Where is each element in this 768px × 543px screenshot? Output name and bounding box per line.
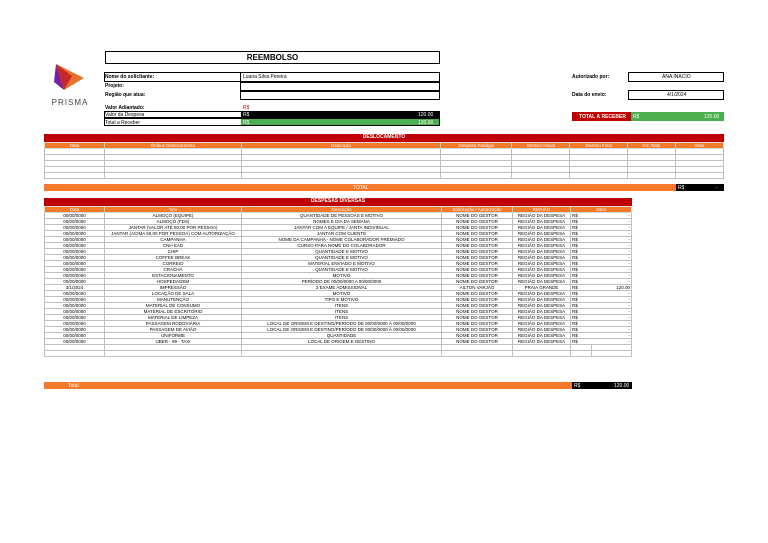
despesas-total-label: Total <box>68 383 79 389</box>
table-cell[interactable]: R$ <box>571 291 592 297</box>
table-cell[interactable]: CURSO PARA NOME DO COLABORADOR <box>242 243 442 249</box>
table-cell[interactable]: - <box>591 231 631 237</box>
table-cell[interactable]: QUANTIDADE E MOTIVO <box>242 267 442 273</box>
table-cell[interactable]: REGIÃO DA DESPESA <box>513 243 571 249</box>
table-cell[interactable]: ESTACIONAMENTO <box>105 273 242 279</box>
col-data: Data <box>45 207 105 213</box>
despesas-total-currency: R$ <box>574 383 581 389</box>
table-cell[interactable]: R$ <box>571 309 592 315</box>
table-cell[interactable]: QUANTIDADE DE PESSOAS E MOTIVO <box>242 213 442 219</box>
table-cell[interactable]: PASSAGEM DE AVIÃO <box>105 327 242 333</box>
table-cell[interactable]: NOME DO GESTOR <box>442 249 513 255</box>
col-descricao: Descrição <box>242 207 442 213</box>
table-cell[interactable]: 00/00/0000 <box>45 315 105 321</box>
table-cell[interactable]: 00/00/0000 <box>45 339 105 345</box>
table-cell[interactable]: REGIÃO DA DESPESA <box>513 225 571 231</box>
table-cell[interactable]: R$ <box>571 237 592 243</box>
table-cell[interactable]: COFFEE BREAK <box>105 255 242 261</box>
table-cell[interactable]: NOME DO GESTOR <box>442 255 513 261</box>
table-cell[interactable]: - <box>591 291 631 297</box>
table-cell[interactable]: - <box>591 321 631 327</box>
despesas-total-bar <box>44 382 572 389</box>
table-cell[interactable]: CAMPANHA <box>105 237 242 243</box>
table-cell[interactable]: 00/00/0000 <box>45 297 105 303</box>
deslocamento-total-value: - <box>716 185 718 191</box>
table-cell[interactable]: NOME DO GESTOR <box>442 333 513 339</box>
send-date-label: Data do envio: <box>572 92 607 98</box>
table-cell[interactable]: JANTAR (ACIMA 50,00 POR PESSOA) COM AUTORIZAÇÃO <box>105 231 242 237</box>
col-km-total: Km Total <box>628 143 676 149</box>
table-cell[interactable]: CHIP <box>105 249 242 255</box>
table-cell[interactable]: R$ <box>571 243 592 249</box>
deslocamento-total-currency: R$ <box>678 185 685 191</box>
table-cell[interactable]: NOME DO GESTOR <box>442 267 513 273</box>
col-destino-inicial: Destino Inicial <box>512 143 570 149</box>
table-cell[interactable]: REGIÃO DA DESPESA <box>513 291 571 297</box>
table-cell[interactable]: PASSAGEM RODOVIÁRIA <box>105 321 242 327</box>
col-tipo: Tipo <box>105 207 242 213</box>
col-onibus: Ônibus Deslocamento <box>104 143 241 149</box>
table-cell[interactable]: QUANTIDADE <box>242 333 442 339</box>
requester-value[interactable]: Luana Silva Pereira <box>243 74 287 80</box>
table-cell[interactable]: NOME DO GESTOR <box>442 291 513 297</box>
table-cell[interactable]: UNIFORME <box>105 333 242 339</box>
col-destino-final: Destino Final <box>570 143 628 149</box>
table-cell[interactable]: LOCAL DE ORIGEM E DESTINO <box>242 339 442 345</box>
table-cell[interactable]: - <box>591 267 631 273</box>
table-cell[interactable] <box>442 351 513 357</box>
table-cell[interactable]: REGIÃO DA DESPESA <box>513 231 571 237</box>
table-cell[interactable]: NOME DO GESTOR <box>442 219 513 225</box>
table-cell[interactable]: REGIÃO DA DESPESA <box>513 321 571 327</box>
total-receive-value: 120.00 <box>418 120 434 126</box>
table-cell[interactable]: - <box>591 339 631 345</box>
despesas-title: DESPESAS DIVERSAS <box>44 198 632 206</box>
table-cell[interactable]: 00/00/0000 <box>45 291 105 297</box>
table-cell[interactable]: - <box>591 225 631 231</box>
table-cell[interactable]: ALMOÇO (FDS) <box>105 219 242 225</box>
table-cell[interactable]: QUANTIDADE E MOTIVO <box>242 255 442 261</box>
table-cell[interactable]: 00/00/0000 <box>45 219 105 225</box>
table-cell[interactable]: UBER - 99 - TAXI <box>105 339 242 345</box>
table-cell[interactable]: R$ <box>571 231 592 237</box>
requester-label: Nome do solicitante: <box>105 74 155 80</box>
table-cell[interactable]: LOCAL DE ORIGEM E DESTINO/PERÍODO DE 00/00/0000 À 00/00/0000 <box>242 321 442 327</box>
total-receive-cell <box>241 119 439 125</box>
table-cell[interactable] <box>242 351 442 357</box>
table-cell[interactable]: 00/00/0000 <box>45 309 105 315</box>
col-descricao: Descrição <box>241 143 441 149</box>
deslocamento-table <box>44 142 724 179</box>
table-cell[interactable]: R$ <box>571 333 592 339</box>
table-cell[interactable]: - <box>591 261 631 267</box>
table-cell[interactable]: AILTON VARJÃO <box>442 285 513 291</box>
table-cell[interactable]: REGIÃO DA DESPESA <box>513 237 571 243</box>
deslocamento-title: DESLOCAMENTO <box>44 134 724 142</box>
table-cell[interactable]: 00/00/0000 <box>45 273 105 279</box>
table-cell[interactable]: NOME DO GESTOR <box>442 315 513 321</box>
authorized-value: ANA INACIO <box>662 74 691 80</box>
table-cell[interactable]: - <box>591 309 631 315</box>
table-cell[interactable]: 00/00/0000 <box>45 255 105 261</box>
table-cell[interactable]: 00/00/0000 <box>45 213 105 219</box>
send-date-value: 4/1/2024 <box>667 92 687 98</box>
region-field[interactable] <box>240 91 440 100</box>
table-cell[interactable]: JANTAR (VALOR ATÉ 50,00 POR PESSOA) <box>105 225 242 231</box>
prisma-logo <box>50 62 90 107</box>
table-cell[interactable]: ALMOÇO (EQUIPE) <box>105 213 242 219</box>
table-cell[interactable]: 3 EXAME ADMISSIONAL <box>242 285 442 291</box>
table-cell[interactable]: REGIÃO DA DESPESA <box>513 309 571 315</box>
table-cell[interactable]: TIPO E MOTIVO <box>242 297 442 303</box>
col-data: Data <box>45 143 105 149</box>
table-cell[interactable]: NOME DO GESTOR <box>442 273 513 279</box>
table-cell[interactable]: - <box>591 303 631 309</box>
table-cell[interactable]: 00/00/0000 <box>45 321 105 327</box>
table-cell[interactable]: - <box>591 279 631 285</box>
table-cell[interactable]: 120.00 <box>591 285 631 291</box>
table-cell[interactable]: REGIÃO DA DESPESA <box>513 267 571 273</box>
table-cell[interactable]: REGIÃO DA DESPESA <box>513 333 571 339</box>
table-cell[interactable] <box>571 351 592 357</box>
table-cell[interactable]: ITENS <box>242 315 442 321</box>
table-cell[interactable]: CORREIO <box>105 261 242 267</box>
table-cell[interactable]: 00/00/0000 <box>45 237 105 243</box>
table-cell[interactable]: NOME DO GESTOR <box>442 327 513 333</box>
table-row[interactable] <box>45 231 632 237</box>
deslocamento-total-label: TOTAL <box>353 185 369 191</box>
table-cell[interactable]: - <box>591 327 631 333</box>
page-title: REEMBOLSO <box>105 51 440 64</box>
table-cell[interactable]: REGIÃO DA DESPESA <box>513 213 571 219</box>
table-cell[interactable]: R$ <box>571 249 592 255</box>
table-cell[interactable] <box>105 351 242 357</box>
total-receive-label: Total a Receber <box>105 120 141 126</box>
table-cell[interactable]: - <box>591 237 631 243</box>
table-cell[interactable]: REGIÃO DA DESPESA <box>513 339 571 345</box>
table-cell[interactable]: R$ <box>571 321 592 327</box>
table-cell[interactable]: MOTIVO <box>242 291 442 297</box>
table-cell[interactable] <box>591 351 631 357</box>
table-cell[interactable]: R$ <box>571 255 592 261</box>
table-row[interactable] <box>45 351 632 357</box>
table-cell[interactable] <box>513 351 571 357</box>
col-pedagio: Despesa Pedágio <box>441 143 512 149</box>
table-cell[interactable]: REGIÃO DA DESPESA <box>513 219 571 225</box>
table-cell[interactable]: MANUTENÇÃO <box>105 297 242 303</box>
table-cell[interactable]: NOMES E DIA DA SEMANA <box>242 219 442 225</box>
table-cell[interactable]: MOTIVO <box>242 273 442 279</box>
table-cell[interactable]: - <box>591 243 631 249</box>
table-cell[interactable]: R$ <box>571 261 592 267</box>
table-cell[interactable]: REGIÃO DA DESPESA <box>513 315 571 321</box>
table-cell[interactable]: IMPRESSÃO <box>105 285 242 291</box>
col-valor: Valor <box>571 207 632 213</box>
table-cell[interactable]: R$ <box>571 279 592 285</box>
table-cell[interactable]: R$ <box>571 273 592 279</box>
table-cell[interactable]: 00/00/0000 <box>45 261 105 267</box>
table-cell[interactable]: MATERIAL DE LIMPEZA <box>105 315 242 321</box>
table-cell[interactable]: R$ <box>571 327 592 333</box>
table-cell[interactable]: R$ <box>571 219 592 225</box>
table-cell[interactable]: MATERIAL ENVIADO E MOTIVO <box>242 261 442 267</box>
table-cell[interactable]: R$ <box>571 297 592 303</box>
table-cell[interactable]: REGIÃO DA DESPESA <box>513 297 571 303</box>
table-cell[interactable]: MATERIAL DE ESCRITÓRIO <box>105 309 242 315</box>
table-cell[interactable]: 00/00/0000 <box>45 225 105 231</box>
expense-label: Valor da Despesa <box>105 112 145 118</box>
despesas-total-value: 120.00 <box>614 383 630 389</box>
advance-value[interactable]: R$ <box>243 105 250 111</box>
table-cell[interactable]: NOME DO GESTOR <box>442 279 513 285</box>
table-cell[interactable]: ITENS <box>242 303 442 309</box>
table-cell[interactable]: REGIÃO DA DESPESA <box>513 255 571 261</box>
table-cell[interactable]: NOME DO GESTOR <box>442 297 513 303</box>
table-cell[interactable]: MATERIAL DE CONSUMO <box>105 303 242 309</box>
table-cell[interactable]: HOSPEDAGEM <box>105 279 242 285</box>
table-cell[interactable]: NOME DO GESTOR <box>442 339 513 345</box>
total-to-receive-label: TOTAL À RECEBER <box>579 114 626 120</box>
table-cell[interactable]: R$ <box>571 315 592 321</box>
logo-text: PRISMA <box>51 98 89 107</box>
table-cell[interactable]: R$ <box>571 285 592 291</box>
expense-value: 120.00 <box>418 112 434 118</box>
region-label: Região que atua: <box>105 92 146 98</box>
table-cell[interactable]: 3/1/2024 <box>45 285 105 291</box>
table-cell[interactable]: 00/00/0000 <box>45 267 105 273</box>
table-cell[interactable]: - <box>591 333 631 339</box>
table-cell[interactable]: 00/00/0000 <box>45 279 105 285</box>
table-cell[interactable]: - <box>591 273 631 279</box>
table-cell[interactable]: R$ <box>571 267 592 273</box>
prisma-logo-icon <box>50 62 90 92</box>
total-to-receive-currency: R$ <box>633 114 640 120</box>
table-cell[interactable]: REGIÃO DA DESPESA <box>513 249 571 255</box>
table-cell[interactable]: REGIÃO DA DESPESA <box>513 327 571 333</box>
table-cell[interactable]: NOME DA CAMPANHA - NOME COLABORADOR PREMIADO <box>242 237 442 243</box>
table-cell[interactable]: 00/00/0000 <box>45 327 105 333</box>
table-cell[interactable]: 00/00/0000 <box>45 243 105 249</box>
total-to-receive-value: 120.00 <box>704 114 720 120</box>
col-regiao: REGIÃO <box>513 207 571 213</box>
despesas-table <box>44 206 632 357</box>
table-cell[interactable]: - <box>591 213 631 219</box>
table-cell[interactable]: R$ <box>571 225 592 231</box>
project-label: Projeto: <box>105 83 124 89</box>
authorized-label: Autorizado por: <box>572 74 610 80</box>
table-cell[interactable]: NOME DO GESTOR <box>442 213 513 219</box>
table-cell[interactable]: NOME DO GESTOR <box>442 309 513 315</box>
table-cell[interactable]: R$ <box>571 339 592 345</box>
col-solicitacao: Solicitação / Autorização <box>442 207 513 213</box>
table-cell[interactable]: LOCAL DE ORIGEM E DESTINO/PERÍODO DE 00/00/0000 À 00/00/0000 <box>242 327 442 333</box>
table-cell[interactable]: PRAIA GRANDE <box>513 285 571 291</box>
table-cell[interactable]: - <box>591 315 631 321</box>
table-cell[interactable]: REGIÃO DA DESPESA <box>513 261 571 267</box>
table-cell[interactable]: 00/00/0000 <box>45 303 105 309</box>
table-cell[interactable]: NOME DO GESTOR <box>442 225 513 231</box>
table-row[interactable] <box>45 173 724 179</box>
table-cell[interactable]: NOME DO GESTOR <box>442 237 513 243</box>
table-cell[interactable]: NOME DO GESTOR <box>442 243 513 249</box>
table-cell[interactable]: REGIÃO DA DESPESA <box>513 273 571 279</box>
table-cell[interactable]: JANTAR COM CLIENTE <box>242 231 442 237</box>
table-cell[interactable]: CNH EAD <box>105 243 242 249</box>
table-cell[interactable]: JANTAR COM A EQUIPE / JANTA INDIVIDUAL <box>242 225 442 231</box>
table-cell[interactable]: NOME DO GESTOR <box>442 231 513 237</box>
table-cell[interactable]: NOME DO GESTOR <box>442 261 513 267</box>
total-receive-currency: R$ <box>243 120 250 126</box>
table-row[interactable] <box>45 225 632 231</box>
col-valor: Valor <box>676 143 724 149</box>
table-cell[interactable]: - <box>591 219 631 225</box>
table-cell[interactable]: LOCAÇÃO DE SALA <box>105 291 242 297</box>
table-cell[interactable]: 00/00/0000 <box>45 231 105 237</box>
table-cell[interactable] <box>45 351 105 357</box>
table-cell[interactable]: PERÍODO DE 00/00/0000 A 00/00/0000 <box>242 279 442 285</box>
expense-currency: R$ <box>243 112 250 118</box>
table-cell[interactable]: REGIÃO DA DESPESA <box>513 279 571 285</box>
table-cell[interactable]: QUANTIDADE E MOTIVO <box>242 249 442 255</box>
advance-label: Valor Adiantado: <box>105 105 145 111</box>
table-cell[interactable]: NOME DO GESTOR <box>442 303 513 309</box>
table-cell[interactable]: - <box>591 297 631 303</box>
table-cell[interactable]: - <box>591 249 631 255</box>
table-cell[interactable]: - <box>591 255 631 261</box>
table-cell[interactable]: 00/00/0000 <box>45 249 105 255</box>
table-cell[interactable]: ITENS <box>242 309 442 315</box>
table-cell[interactable]: CRACHÁ <box>105 267 242 273</box>
table-cell[interactable]: R$ <box>571 303 592 309</box>
table-cell[interactable]: 00/00/0000 <box>45 333 105 339</box>
table-cell[interactable]: REGIÃO DA DESPESA <box>513 303 571 309</box>
project-field[interactable] <box>240 82 440 91</box>
table-cell[interactable]: NOME DO GESTOR <box>442 321 513 327</box>
table-cell[interactable]: R$ <box>571 213 592 219</box>
